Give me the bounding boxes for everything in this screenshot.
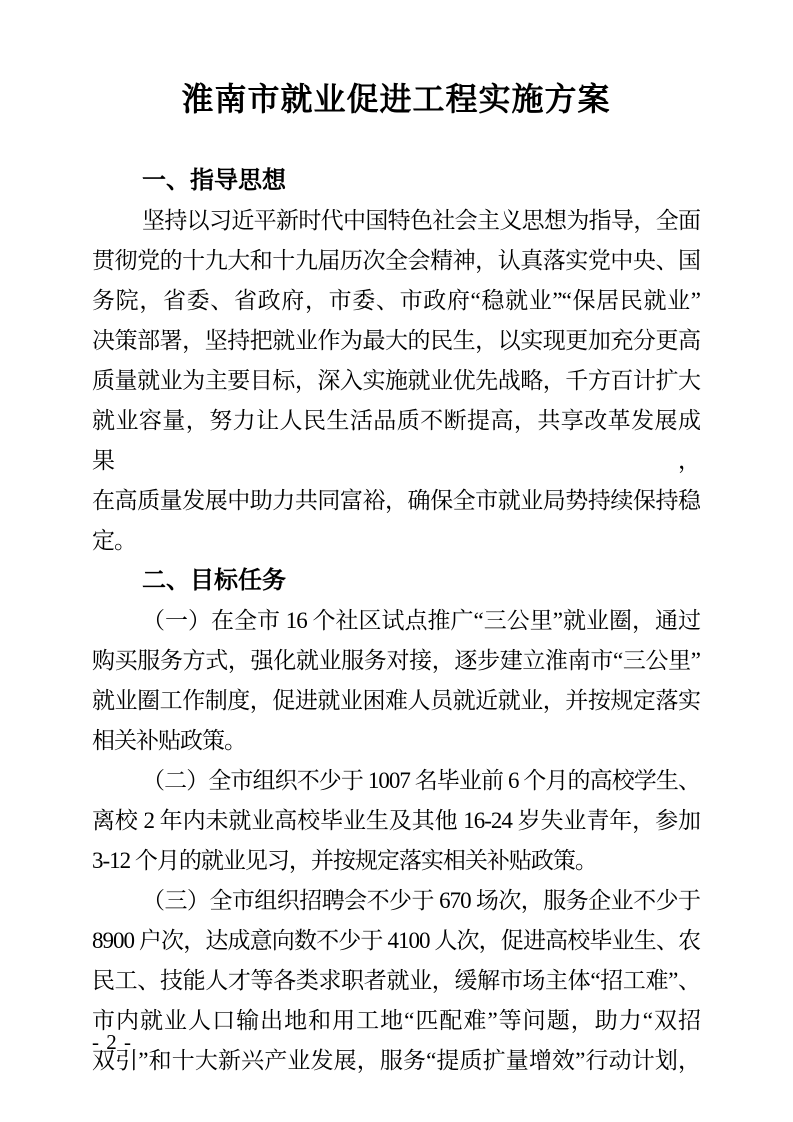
text-line: 定。 bbox=[92, 528, 136, 553]
text-line: 质量就业为主要目标，深入实施就业优先战略，千方百计扩大 bbox=[92, 368, 700, 393]
text-line: 民工、技能人才等各类求职者就业，缓解市场主体“招工难”、 bbox=[92, 968, 700, 993]
text-line: 决策部署，坚持把就业作为最大的民生，以实现更加充分更高 bbox=[92, 328, 700, 353]
document-body bbox=[92, 161, 700, 1081]
section-heading: 二、目标任务 bbox=[142, 567, 286, 594]
text-line: 就业容量，努力让人民生活品质不断提高，共享改革发展成果， bbox=[92, 408, 700, 473]
text-line: 务院，省委、省政府，市委、市政府“稳就业”“保居民就业” bbox=[92, 288, 700, 313]
text-line: 市内就业人口输出地和用工地“匹配难”等问题，助力“双招 bbox=[92, 1008, 700, 1033]
text-line: 坚持以习近平新时代中国特色社会主义思想为指导，全面 bbox=[142, 208, 700, 233]
text-line: 购买服务方式，强化就业服务对接，逐步建立淮南市“三公里” bbox=[92, 648, 700, 673]
text-line: 离校 2 年内未就业高校毕业生及其他 16-24 岁失业青年，参加 bbox=[92, 808, 700, 833]
page-number: - 2 - bbox=[92, 1030, 132, 1054]
text-line: （一）在全市 16 个社区试点推广“三公里”就业圈，通过 bbox=[142, 608, 700, 633]
text-line: 贯彻党的十九大和十九届历次全会精神，认真落实党中央、国 bbox=[92, 248, 700, 273]
text-line: 相关补贴政策。 bbox=[92, 728, 246, 753]
document-title: 淮南市就业促进工程实施方案 bbox=[181, 81, 611, 117]
text-line: 在高质量发展中助力共同富裕，确保全市就业局势持续保持稳 bbox=[92, 488, 700, 513]
section-heading: 一、指导思想 bbox=[142, 167, 286, 194]
text-line: 就业圈工作制度，促进就业困难人员就近就业，并按规定落实 bbox=[92, 688, 700, 713]
text-line: 3-12 个月的就业见习，并按规定落实相关补贴政策。 bbox=[92, 848, 597, 873]
text-line: 双引”和十大新兴产业发展，服务“提质扩量增效”行动计划， bbox=[92, 1048, 700, 1073]
text-line: （二）全市组织不少于 1007 名毕业前 6 个月的高校学生、 bbox=[142, 768, 700, 793]
text-line: 8900 户次，达成意向数不少于 4100 人次，促进高校毕业生、农 bbox=[92, 928, 700, 953]
text-line: （三）全市组织招聘会不少于 670 场次，服务企业不少于 bbox=[142, 888, 700, 913]
